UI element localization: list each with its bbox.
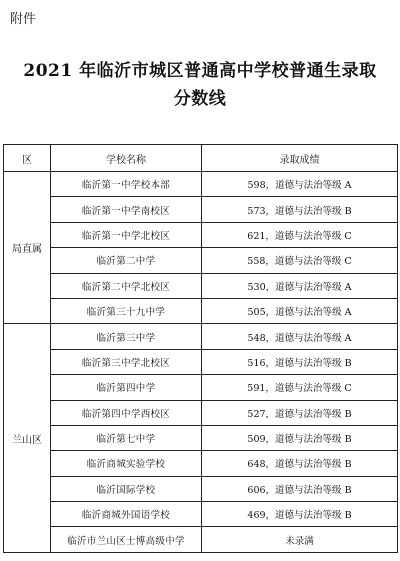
admission-score-cell: 505，道德与法治等级 A [202, 298, 398, 323]
admission-score-cell: 516，道德与法治等级 B [202, 349, 398, 374]
school-name-cell: 临沂第一中学北校区 [51, 222, 202, 247]
table-row [4, 324, 398, 349]
school-name-cell: 临沂国际学校 [51, 476, 202, 501]
table-row [4, 451, 398, 476]
admission-score-cell: 469，道德与法治等级 B [202, 502, 398, 527]
table-body [4, 172, 398, 553]
header-school-name: 学校名称 [51, 145, 202, 172]
table-row [4, 197, 398, 222]
admission-score-cell: 509，道德与法治等级 B [202, 425, 398, 450]
admission-score-cell: 未录满 [202, 527, 398, 552]
table-row [4, 400, 398, 425]
admission-score-cell: 573，道德与法治等级 B [202, 197, 398, 222]
table-row [4, 248, 398, 273]
header-district: 区 [4, 145, 51, 172]
table-row [4, 172, 398, 197]
school-name-cell: 临沂商城外国语学校 [51, 502, 202, 527]
school-name-cell: 临沂第三中学北校区 [51, 349, 202, 374]
header-admission-score: 录取成绩 [202, 145, 398, 172]
school-name-cell: 临沂第三十九中学 [51, 298, 202, 323]
school-name-cell: 临沂第一中学校本部 [51, 172, 202, 197]
table-row [4, 476, 398, 501]
table-row [4, 502, 398, 527]
school-name-cell: 临沂第七中学 [51, 425, 202, 450]
table-row [4, 375, 398, 400]
school-name-cell: 临沂第二中学北校区 [51, 273, 202, 298]
school-name-cell: 临沂第一中学南校区 [51, 197, 202, 222]
admission-score-cell: 621，道德与法治等级 C [202, 222, 398, 247]
table-row [4, 425, 398, 450]
school-name-cell: 临沂第四中学西校区 [51, 400, 202, 425]
table-header-row [4, 145, 398, 172]
school-name-cell: 临沂第四中学 [51, 375, 202, 400]
admission-score-cell: 548，道德与法治等级 A [202, 324, 398, 349]
school-name-cell: 临沂市兰山区士博高级中学 [51, 527, 202, 552]
attachment-label: 附件 [10, 12, 37, 27]
document-title-line-1: 2021 年临沂市城区普通高中学校普通生录取 [23, 61, 377, 81]
admission-score-table [3, 144, 398, 553]
district-cell: 局直属 [4, 172, 51, 324]
table-row [4, 222, 398, 247]
school-name-cell: 临沂商城实验学校 [51, 451, 202, 476]
admission-score-cell: 527，道德与法治等级 B [202, 400, 398, 425]
school-name-cell: 临沂第二中学 [51, 248, 202, 273]
district-cell: 兰山区 [4, 324, 51, 553]
admission-score-cell: 598，道德与法治等级 A [202, 172, 398, 197]
table-row [4, 298, 398, 323]
admission-score-cell: 558，道德与法治等级 C [202, 248, 398, 273]
document-title-line-2: 分数线 [173, 89, 227, 109]
school-name-cell: 临沂第三中学 [51, 324, 202, 349]
table-row [4, 527, 398, 552]
admission-score-cell: 648，道德与法治等级 B [202, 451, 398, 476]
admission-score-cell: 591，道德与法治等级 C [202, 375, 398, 400]
table-row [4, 273, 398, 298]
admission-score-cell: 606，道德与法治等级 B [202, 476, 398, 501]
admission-score-cell: 530，道德与法治等级 A [202, 273, 398, 298]
table-row [4, 349, 398, 374]
